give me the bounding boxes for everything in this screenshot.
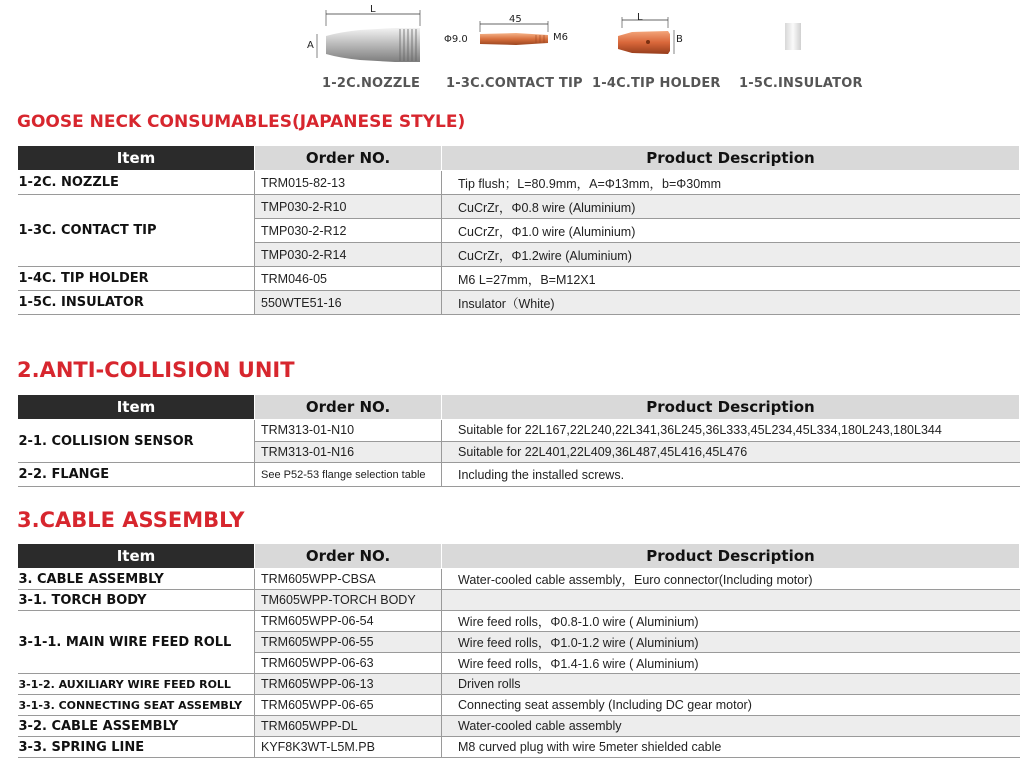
item-cell: 3-1. TORCH BODY	[18, 590, 255, 611]
contact-tip-dim-diameter: Φ9.0	[444, 34, 468, 45]
section-title-cable-assembly: 3.CABLE ASSEMBLY	[17, 508, 245, 532]
desc-cell: CuCrZr，Φ1.2wire (Aluminium)	[442, 243, 1020, 267]
cable-assembly-table	[17, 543, 1020, 758]
item-cell: 2-2. FLANGE	[18, 463, 255, 487]
order-cell: TRM605WPP-06-13	[255, 674, 442, 695]
desc-cell: M6 L=27mm，B=M12X1	[442, 267, 1020, 291]
item-cell: 3. CABLE ASSEMBLY	[18, 569, 255, 590]
header-order: Order NO.	[255, 395, 442, 420]
table-row	[18, 737, 1020, 758]
header-item: Item	[18, 544, 255, 569]
table-row	[18, 674, 1020, 695]
product-images	[0, 0, 1027, 100]
tip-holder-label: 1-4C.TIP HOLDER	[592, 76, 721, 91]
table-row	[18, 267, 1020, 291]
desc-cell: M8 curved plug with wire 5meter shielded cable	[442, 737, 1020, 758]
nozzle-dim-l: L	[370, 4, 376, 15]
tip-holder-dim-b: B	[676, 34, 683, 45]
goose-neck-table	[17, 145, 1020, 315]
desc-cell: Tip flush；L=80.9mm，A=Φ13mm，b=Φ30mm	[442, 171, 1020, 195]
desc-cell: Water-cooled cable assembly	[442, 716, 1020, 737]
insulator-image	[784, 22, 802, 52]
item-cell: 3-1-3. CONNECTING SEAT ASSEMBLY	[18, 695, 255, 716]
header-item: Item	[18, 395, 255, 420]
order-cell: TRM605WPP-06-65	[255, 695, 442, 716]
order-cell: KYF8K3WT-L5M.PB	[255, 737, 442, 758]
item-cell: 1-5C. INSULATOR	[18, 291, 255, 315]
table-row	[18, 463, 1020, 487]
table-row	[18, 420, 1020, 442]
contact-tip-dim-thread: M6	[553, 32, 568, 43]
table-header	[18, 544, 1020, 569]
header-order: Order NO.	[255, 146, 442, 171]
item-cell: 3-1-2. AUXILIARY WIRE FEED ROLL	[18, 674, 255, 695]
order-cell: TRM605WPP-06-55	[255, 632, 442, 653]
order-cell: TRM605WPP-06-63	[255, 653, 442, 674]
section-title-goose-neck: GOOSE NECK CONSUMABLES(JAPANESE STYLE)	[17, 112, 466, 132]
header-desc: Product Description	[442, 395, 1020, 420]
tip-holder-image	[612, 12, 682, 62]
table-row	[18, 716, 1020, 737]
order-cell: TRM313-01-N16	[255, 441, 442, 463]
item-cell: 1-4C. TIP HOLDER	[18, 267, 255, 291]
desc-cell: CuCrZr，Φ1.0 wire (Aluminium)	[442, 219, 1020, 243]
order-cell: TM605WPP-TORCH BODY	[255, 590, 442, 611]
table-header	[18, 146, 1020, 171]
order-cell: TRM605WPP-DL	[255, 716, 442, 737]
table-row	[18, 611, 1020, 632]
header-desc: Product Description	[442, 544, 1020, 569]
desc-cell	[442, 590, 1020, 611]
desc-cell: Insulator（White)	[442, 291, 1020, 315]
table-row	[18, 695, 1020, 716]
desc-cell: Suitable for 22L401,22L409,36L487,45L416,45L476	[442, 441, 1020, 463]
desc-cell: Including the installed screws.	[442, 463, 1020, 487]
order-cell: TRM313-01-N10	[255, 420, 442, 442]
table-row	[18, 291, 1020, 315]
desc-cell: Wire feed rolls，Φ1.0-1.2 wire ( Aluminium)	[442, 632, 1020, 653]
tip-holder-dim-l: L	[637, 12, 643, 23]
order-cell: TMP030-2-R12	[255, 219, 442, 243]
item-cell: 3-1-1. MAIN WIRE FEED ROLL	[18, 611, 255, 674]
table-row	[18, 171, 1020, 195]
contact-tip-label: 1-3C.CONTACT TIP	[446, 76, 583, 91]
item-cell: 1-3C. CONTACT TIP	[18, 195, 255, 267]
desc-cell: Suitable for 22L167,22L240,22L341,36L245,36L333,45L234,45L334,180L243,180L344	[442, 420, 1020, 442]
order-cell: TMP030-2-R14	[255, 243, 442, 267]
order-cell: TRM605WPP-CBSA	[255, 569, 442, 590]
order-cell: TRM605WPP-06-54	[255, 611, 442, 632]
order-cell: See P52-53 flange selection table	[255, 463, 442, 487]
desc-cell: Connecting seat assembly (Including DC gear motor)	[442, 695, 1020, 716]
desc-cell: Driven rolls	[442, 674, 1020, 695]
insulator-label: 1-5C.INSULATOR	[739, 76, 863, 91]
table-row	[18, 195, 1020, 219]
table-row	[18, 569, 1020, 590]
header-item: Item	[18, 146, 255, 171]
table-row	[18, 590, 1020, 611]
header-order: Order NO.	[255, 544, 442, 569]
order-cell: TRM015-82-13	[255, 171, 442, 195]
order-cell: TMP030-2-R10	[255, 195, 442, 219]
contact-tip-dim-length: 45	[509, 14, 522, 25]
desc-cell: CuCrZr，Φ0.8 wire (Aluminium)	[442, 195, 1020, 219]
order-cell: 550WTE51-16	[255, 291, 442, 315]
desc-cell: Water-cooled cable assembly，Euro connector(Including motor)	[442, 569, 1020, 590]
nozzle-label: 1-2C.NOZZLE	[322, 76, 421, 91]
table-header	[18, 395, 1020, 420]
anti-collision-table	[17, 394, 1020, 487]
item-cell: 1-2C. NOZZLE	[18, 171, 255, 195]
desc-cell: Wire feed rolls，Φ1.4-1.6 wire ( Aluminium)	[442, 653, 1020, 674]
section-title-anti-collision: 2.ANTI-COLLISION UNIT	[17, 358, 295, 382]
item-cell: 3-3. SPRING LINE	[18, 737, 255, 758]
item-cell: 3-2. CABLE ASSEMBLY	[18, 716, 255, 737]
item-cell: 2-1. COLLISION SENSOR	[18, 420, 255, 463]
header-desc: Product Description	[442, 146, 1020, 171]
order-cell: TRM046-05	[255, 267, 442, 291]
desc-cell: Wire feed rolls，Φ0.8-1.0 wire ( Aluminium)	[442, 611, 1020, 632]
nozzle-dim-a: A	[307, 40, 314, 51]
